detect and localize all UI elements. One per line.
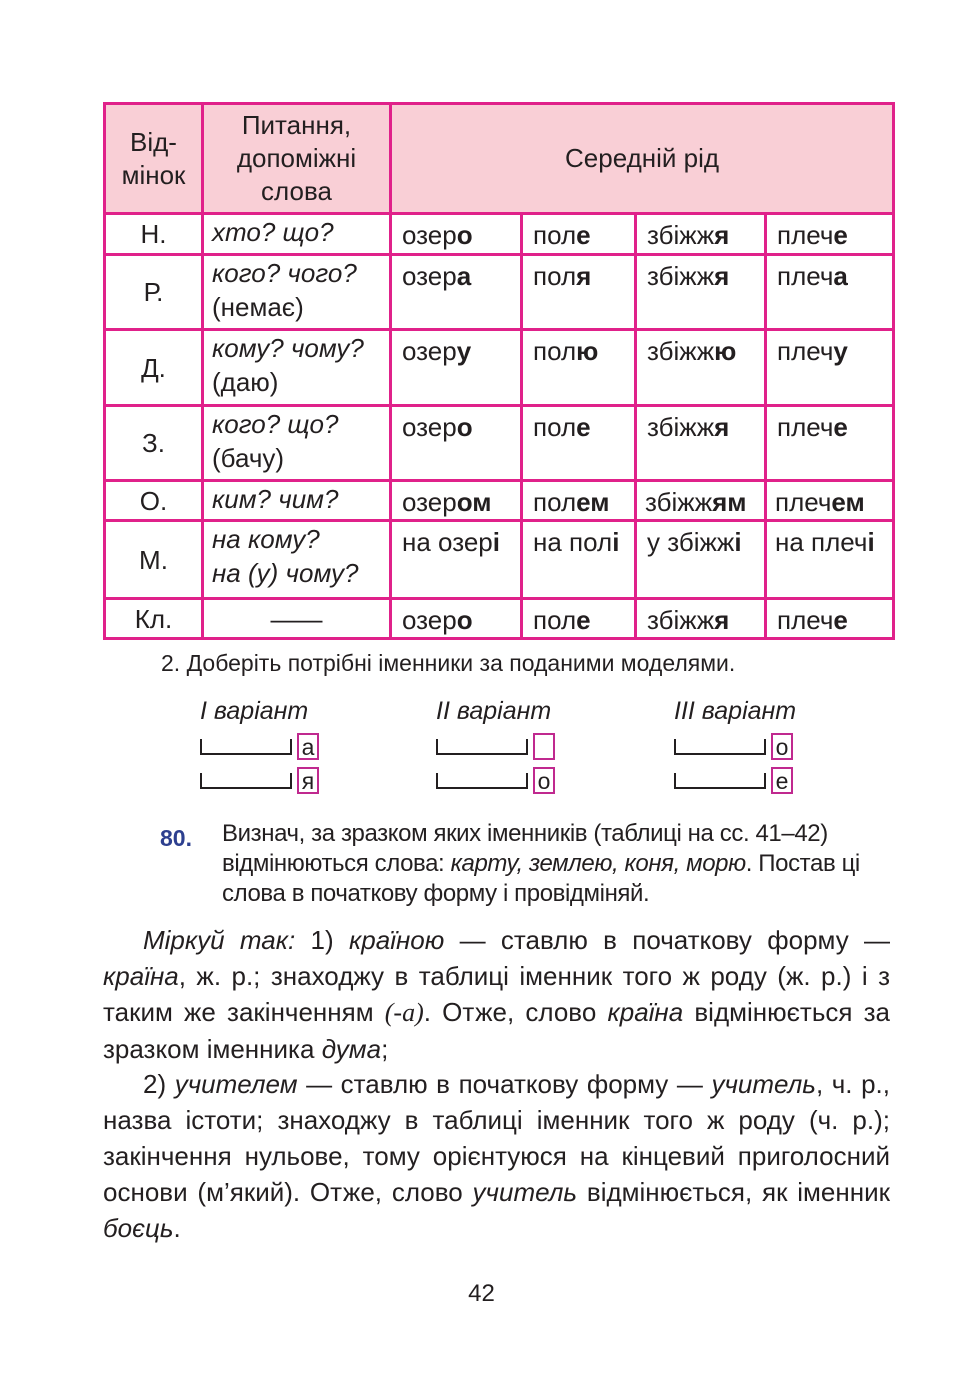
case-label: З.	[105, 406, 203, 481]
stem: збіжж	[647, 412, 715, 442]
text: 1)	[295, 925, 349, 955]
ending-box: я	[297, 767, 319, 794]
word-form	[636, 255, 766, 330]
stem: збіжж	[645, 487, 713, 517]
word-model	[200, 767, 380, 797]
text: — ставлю в початкову форму —	[444, 925, 890, 955]
case-label: О.	[105, 481, 203, 521]
question-text: кому? чому?	[212, 333, 364, 363]
word-model	[674, 733, 854, 763]
variant-title: III варіант	[674, 697, 797, 725]
example-word: дума	[321, 1034, 382, 1064]
declension-table	[103, 102, 895, 640]
case-label: М.	[105, 521, 203, 599]
ending-box: о	[533, 767, 555, 794]
exercise-80-text	[222, 819, 890, 909]
stem: пол	[533, 605, 577, 635]
ending: і	[867, 527, 875, 557]
case-label: Н.	[105, 214, 203, 255]
word-form	[522, 406, 636, 481]
text: , ч. р., назва істоти; знаходжу в таблиці іменник того ж роду (ч. р.); закінчення нульове, тому орієнтуюся на кінцевий приголосний основи (м’який). Отже, слово	[103, 1069, 890, 1207]
variant-title: II варіант	[436, 697, 552, 725]
question-text: хто? що?	[212, 217, 334, 247]
ending: у	[456, 336, 472, 366]
ending: е	[576, 220, 591, 250]
exercise-number: 80.	[160, 825, 192, 851]
word-form	[391, 599, 522, 639]
variant-1	[200, 693, 380, 797]
example-word: країна	[103, 961, 179, 991]
stem: на пол	[533, 527, 613, 557]
text: . Отже, слово	[423, 997, 608, 1027]
stem: плеч	[777, 605, 834, 635]
ending-box: е	[771, 767, 793, 794]
ending: е	[833, 412, 848, 442]
header-gender: Середній рід	[391, 104, 894, 214]
word-form	[522, 481, 636, 521]
word-form	[636, 214, 766, 255]
ending-example: (-а)	[384, 998, 424, 1027]
ending: е	[576, 412, 591, 442]
case-question	[203, 406, 391, 481]
ending-box: а	[297, 733, 319, 760]
exercise-words: карту, землею, коня, морю	[450, 850, 746, 877]
case-label: Кл.	[105, 599, 203, 639]
stem: озер	[402, 220, 457, 250]
stem: збіжж	[647, 336, 715, 366]
ending: і	[734, 527, 742, 557]
variant-3	[674, 693, 854, 797]
header-question-line: слова	[261, 176, 332, 206]
variant-2	[436, 693, 616, 797]
stem-bracket	[674, 739, 766, 755]
word-model	[436, 733, 616, 763]
stem: збіжж	[647, 261, 715, 291]
word-model	[200, 733, 380, 763]
question-text: на кому?	[212, 524, 320, 554]
ending: е	[833, 220, 848, 250]
ending: а	[456, 261, 472, 291]
stem: плеч	[777, 220, 834, 250]
ending: і	[492, 527, 500, 557]
word-form	[636, 406, 766, 481]
variant-title: I варіант	[200, 697, 309, 725]
ending: і	[612, 527, 620, 557]
example-word: учитель	[472, 1177, 578, 1207]
question-text: кого? що?	[212, 409, 339, 439]
case-question-dash: ——	[203, 599, 391, 639]
table-row	[105, 521, 894, 599]
word-form	[766, 330, 894, 406]
text: 2)	[143, 1069, 175, 1099]
stem-bracket	[674, 773, 766, 789]
stem: пол	[533, 336, 577, 366]
word-form	[636, 599, 766, 639]
word-form	[391, 521, 522, 599]
header-case-line: Від-	[130, 126, 177, 157]
table-header-row	[105, 104, 894, 214]
header-question	[203, 104, 391, 214]
word-form	[391, 330, 522, 406]
helper-word: (даю)	[212, 367, 279, 397]
word-form	[766, 521, 894, 599]
word-form	[522, 521, 636, 599]
stem-bracket	[200, 773, 292, 789]
case-question	[203, 214, 391, 255]
stem: пол	[533, 487, 577, 517]
exercise-text: Визнач, за зразком яких іменників (таблиці на сс. 41–42) відмінюються слова:	[222, 820, 828, 877]
table-row	[105, 599, 894, 639]
reasoning-paragraph-2	[103, 1066, 890, 1246]
text: ;	[381, 1034, 389, 1064]
stem: плеч	[777, 412, 834, 442]
ending: ем	[831, 487, 865, 517]
stem: озер	[402, 336, 457, 366]
ending: у	[833, 336, 848, 366]
word-model	[436, 767, 616, 797]
reasoning-paragraph-1	[103, 922, 890, 1067]
ending: ю	[576, 336, 599, 366]
ending: а	[833, 261, 848, 291]
case-question	[203, 330, 391, 406]
ending: ем	[576, 487, 610, 517]
table-row	[105, 481, 894, 521]
table-row	[105, 330, 894, 406]
ending: я	[714, 220, 730, 250]
stem-bracket	[436, 739, 528, 755]
table-row	[105, 214, 894, 255]
exercise-text: . Постав ці слова в початкову форму і провідміняй.	[222, 850, 860, 907]
stem: плеч	[777, 336, 834, 366]
ending: ю	[714, 336, 737, 366]
word-form	[391, 255, 522, 330]
question-text: ким? чим?	[212, 484, 339, 514]
ending: ям	[712, 487, 747, 517]
example-word: боєць	[103, 1213, 174, 1243]
helper-word: (немає)	[212, 292, 304, 322]
question-text: кого? чого?	[212, 258, 357, 288]
example-word: учитель	[711, 1069, 816, 1099]
word-form	[522, 214, 636, 255]
ending: я	[714, 605, 730, 635]
stem-bracket	[200, 739, 292, 755]
ending-box: о	[771, 733, 793, 760]
stem: пол	[533, 412, 577, 442]
header-case-line: мінок	[121, 159, 186, 190]
stem: озер	[402, 261, 457, 291]
word-form	[636, 521, 766, 599]
task-2-instruction: 2. Доберіть потрібні іменники за поданими моделями.	[161, 650, 736, 676]
stem: пол	[533, 220, 577, 250]
ending: е	[576, 605, 591, 635]
ending: о	[456, 605, 473, 635]
case-question	[203, 481, 391, 521]
text: відмінюється, як іменник	[577, 1177, 890, 1207]
stem: збіжж	[647, 220, 715, 250]
stem: на плеч	[775, 527, 868, 557]
header-question-line: допоміжні	[236, 143, 357, 173]
helper-word: (бачу)	[212, 443, 285, 473]
word-form	[391, 214, 522, 255]
word-form	[766, 255, 894, 330]
ending: ом	[456, 487, 492, 517]
case-label: Д.	[105, 330, 203, 406]
page-number: 42	[468, 1280, 495, 1307]
stem: у збіжж	[647, 527, 735, 557]
stem: плеч	[777, 261, 834, 291]
reasoning-lead: Міркуй так:	[143, 925, 296, 955]
ending-box	[533, 733, 555, 760]
word-form	[636, 481, 766, 521]
text: .	[173, 1213, 181, 1243]
stem: озер	[402, 412, 457, 442]
word-form	[766, 599, 894, 639]
text: — ставлю в початкову форму —	[297, 1069, 712, 1099]
ending: я	[714, 261, 730, 291]
table-row	[105, 255, 894, 330]
word-form	[766, 406, 894, 481]
stem: збіжж	[647, 605, 715, 635]
case-label: Р.	[105, 255, 203, 330]
question-text: на (у) чому?	[212, 558, 359, 588]
word-form	[391, 481, 522, 521]
case-question	[203, 521, 391, 599]
ending: о	[456, 220, 473, 250]
example-word: країною	[348, 925, 445, 955]
stem-bracket	[436, 773, 528, 789]
stem: на озер	[402, 527, 493, 557]
word-form	[522, 255, 636, 330]
word-form	[636, 330, 766, 406]
word-form	[766, 481, 894, 521]
stem: плеч	[775, 487, 832, 517]
stem: озер	[402, 605, 457, 635]
word-form	[391, 406, 522, 481]
case-question	[203, 255, 391, 330]
header-case	[105, 104, 203, 214]
stem: пол	[533, 261, 577, 291]
text: відмінюється за зразком іменника	[103, 997, 890, 1064]
example-word: країна	[607, 997, 684, 1027]
stem: озер	[402, 487, 457, 517]
word-model	[674, 767, 854, 797]
ending: я	[576, 261, 592, 291]
ending: е	[833, 605, 848, 635]
example-word: учителем	[174, 1069, 298, 1099]
table-row	[105, 406, 894, 481]
word-form	[766, 214, 894, 255]
header-question-line: Питання,	[241, 110, 352, 140]
word-form	[522, 330, 636, 406]
ending: я	[714, 412, 730, 442]
word-form	[522, 599, 636, 639]
text: , ж. р.; знаходжу в таблиці іменник того ж роду (ж. р.) і з таким же закінченням	[103, 961, 890, 1027]
ending: о	[456, 412, 473, 442]
